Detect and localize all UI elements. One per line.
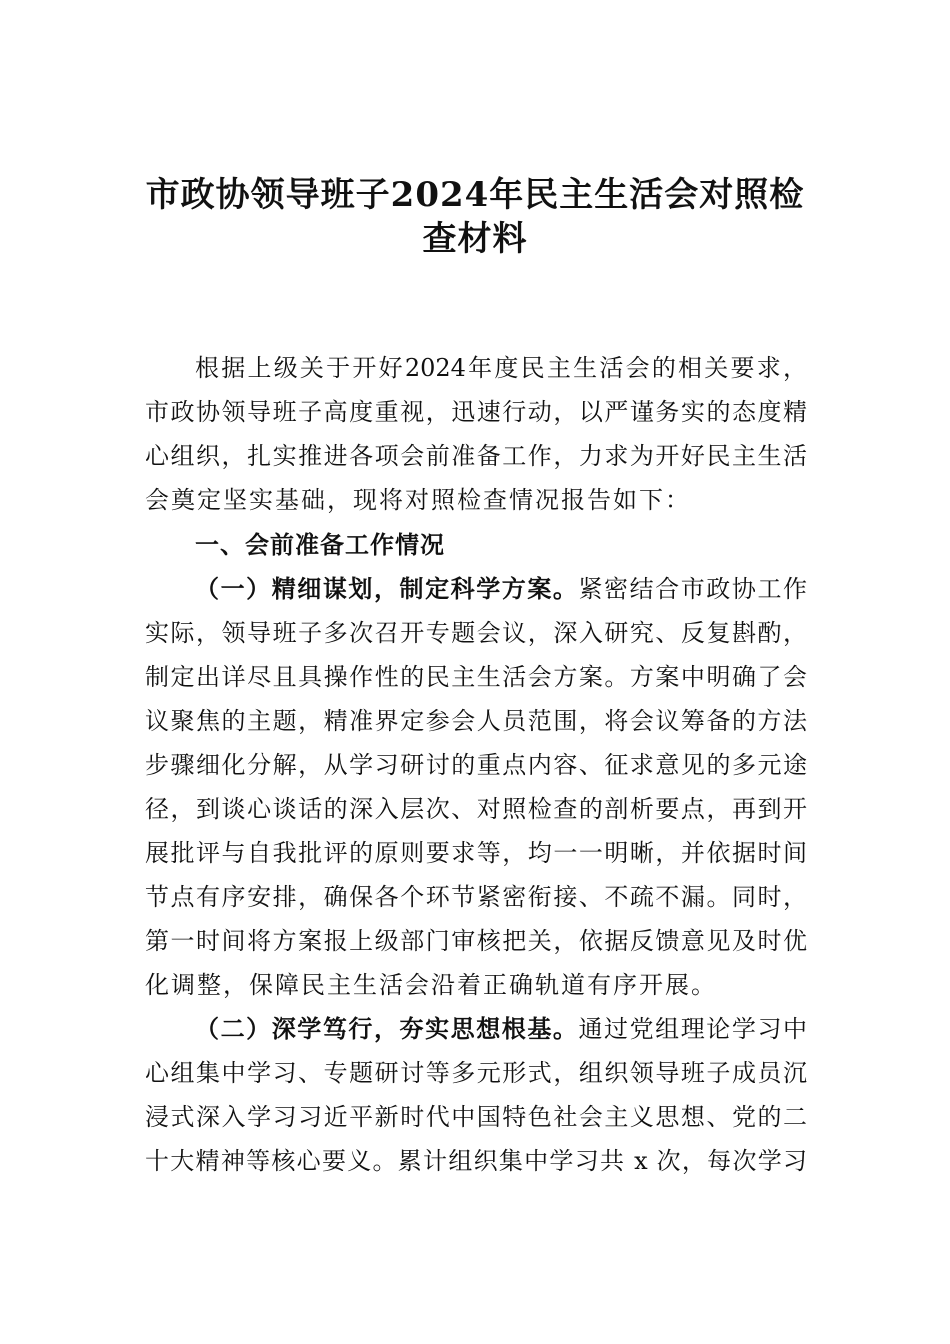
paragraph-line: 步骤细化分解，从学习研讨的重点内容、征求意见的多元途: [145, 751, 807, 779]
intro-line: 心组织，扎实推进各项会前准备工作，力求为开好民主生活: [145, 442, 807, 470]
document-title-line-2: 查材料: [422, 219, 528, 259]
paragraph-line: 议聚焦的主题，精准界定参会人员范围，将会议筹备的方法: [145, 707, 807, 735]
section-heading: 一、会前准备工作情况: [195, 530, 445, 559]
paragraph-line: 展批评与自我批评的原则要求等，均一一明晰，并依据时间: [145, 839, 807, 867]
paragraph-line: 径，到谈心谈话的深入层次、对照检查的剖析要点，再到开: [145, 795, 807, 823]
paragraph-line: 浸式深入学习习近平新时代中国特色社会主义思想、党的二: [145, 1103, 807, 1131]
paragraph-line: 十大精神等核心要义。累计组织集中学习共 x 次，每次学习: [145, 1147, 807, 1175]
intro-line: 会奠定坚实基础，现将对照检查情况报告如下：: [145, 486, 691, 514]
paragraph-line: 化调整，保障民主生活会沿着正确轨道有序开展。: [145, 971, 717, 999]
subsection-1-first-line: [195, 573, 807, 605]
document-title-line-1: 市政协领导班子2024年民主生活会对照检: [145, 175, 805, 215]
subsection-2-first-line: [195, 1013, 807, 1045]
intro-line: 根据上级关于开好2024年度民主生活会的相关要求，: [195, 354, 807, 382]
paragraph-line: 心组集中学习、专题研讨等多元形式，组织领导班子成员沉: [145, 1059, 807, 1087]
paragraph-line: 制定出详尽且具操作性的民主生活会方案。方案中明确了会: [145, 663, 807, 691]
intro-line: 市政协领导班子高度重视，迅速行动，以严谨务实的态度精: [145, 398, 807, 426]
subsection-1-heading: （一）精细谋划，制定科学方案。: [195, 574, 579, 603]
subsection-1-first-text: 紧密结合市政协工作: [578, 575, 808, 603]
subsection-2-heading: （二）深学笃行，夯实思想根基。: [195, 1014, 579, 1043]
paragraph-line: 实际，领导班子多次召开专题会议，深入研究、反复斟酌，: [145, 619, 807, 647]
paragraph-line: 节点有序安排，确保各个环节紧密衔接、不疏不漏。同时，: [145, 883, 807, 911]
subsection-2-first-text: 通过党组理论学习中: [578, 1015, 808, 1043]
paragraph-line: 第一时间将方案报上级部门审核把关，依据反馈意见及时优: [145, 927, 807, 955]
